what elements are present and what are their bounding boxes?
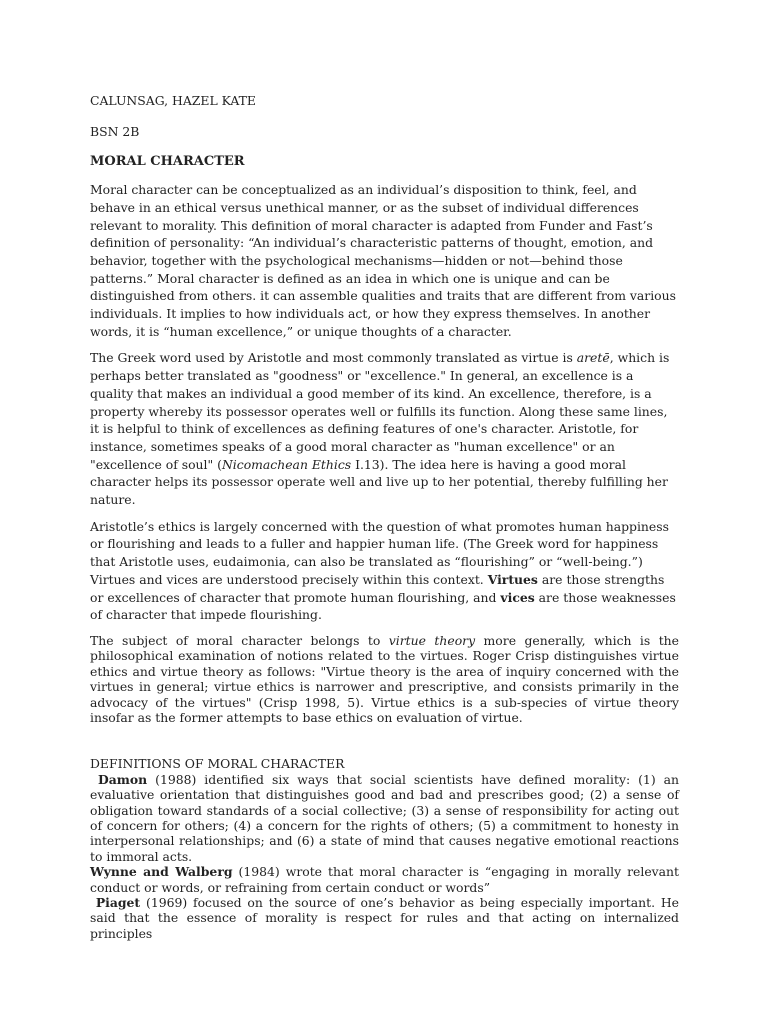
definition-damon (90, 772, 679, 864)
p2-text-b: , which is perhaps better translated as "goodness" or "excellence." In general, an excellence is a quality that makes an individual a good member of its kind. An excellence, therefore, is a property whereby its possessor operates well or fulfills its function. Along these same lines, it is helpful to think of excellences as defining features of one's character. Aristotle, for instance, sometimes speaks of a good moral character as "human excellence" or an "excellence of soul" ( (90, 350, 670, 472)
definition-wynne-walberg (90, 864, 679, 895)
piaget-name: Piaget (95, 895, 141, 911)
author-name: CALUNSAG, HAZEL KATE (90, 93, 256, 108)
wynne-name: Wynne and Walberg (90, 864, 233, 880)
p3-vices: vices (500, 589, 535, 605)
p4-text-b: more generally, which is the philosophical examination of notions related to the virtues. Roger Crisp distinguishes virtue ethics and virtue theory as follows: "Virtue theory is the area of inquiry concerned with the virtues in general; virtue ethics is narrower and prescriptive, and consists primarily in the advocacy of the virtues" (Crisp 1998, 5). Virtue ethics is a sub-species of virtue theory insofar as the former attempts to base ethics on evaluation of virtue. (90, 632, 679, 726)
p3-text-b: are those strengths or excellences of character that promote human flourishing, and (90, 571, 665, 605)
p3-virtues: Virtues (487, 571, 538, 587)
definition-piaget (90, 895, 679, 941)
page-title: MORAL CHARACTER (90, 154, 245, 170)
paragraph-4 (90, 633, 679, 725)
damon-name: Damon (97, 771, 148, 787)
wynne-text: (1984) wrote that moral character is “engaging in morally relevant conduct or words, or refraining from certain conduct or words” (90, 864, 679, 895)
paragraph-1: Moral character can be conceptualized as an individual’s disposition to think, feel, and behave in an ethical versus unethical manner, or as the subset of individual differences relevant to morality. This definition of moral character is adapted from Funder and Fast’s definition of personality: “An individual’s characteristic patterns of thought, emotion, and behavior, together with the psychological mechanisms—hidden or not—behind those patterns.” Moral character is defined as an idea in which one is unique and can be distinguished from others. it can assemble qualities and traits that are different from various individuals. It implies to how individuals act, or how they express themselves. In another words, it is “human excellence,” or unique thoughts of a character. (90, 182, 676, 339)
p2-arete: aretē (576, 350, 610, 366)
paragraph-3 (90, 518, 679, 624)
class-section: BSN 2B (90, 123, 140, 139)
p2-text-c: I.13). The idea here is having a good moral character helps its possessor operate well and live up to her potential, thereby fulfilling her nature. (90, 456, 668, 508)
p3-text-a: Aristotle’s ethics is largely concerned with the question of what promotes human happiness or flourishing and leads to a fuller and happier human life. (The Greek word for happiness that Aristotle uses, eudaimonia, can also be translated as “flourishing” or “well-being.”) Virtues and vices are understood precisely within this context. (90, 518, 669, 587)
piaget-text: (1969) focused on the source of one’s behavior as being especially important. He said that the essence of morality is respect for rules and that acting on internalized principles (90, 895, 679, 941)
p2-text-a: The Greek word used by Aristotle and most commonly translated as virtue is (90, 350, 577, 366)
spacer (90, 734, 679, 756)
p2-work-title: Nicomachean Ethics (221, 456, 352, 472)
definitions-heading: DEFINITIONS OF MORAL CHARACTER (90, 756, 345, 772)
p4-text-a: The subject of moral character belongs to (90, 632, 389, 648)
paragraph-2 (90, 349, 679, 508)
p3-text-c: are those weaknesses of character that impede flourishing. (90, 589, 676, 623)
p4-virtue-theory: virtue theory (388, 632, 476, 648)
damon-text: (1988) identified six ways that social scientists have defined morality: (1) an evaluative orientation that distinguishes good and bad and prescribes good; (2) a sense of obligation toward standards of a social collective; (3) a sense of responsibility for acting out of concern for others; (4) a concern for the rights of others; (5) a commitment to honesty in interpersonal relationships; and (6) a state of mind that causes negative emotional reactions to immoral acts. (90, 771, 679, 864)
